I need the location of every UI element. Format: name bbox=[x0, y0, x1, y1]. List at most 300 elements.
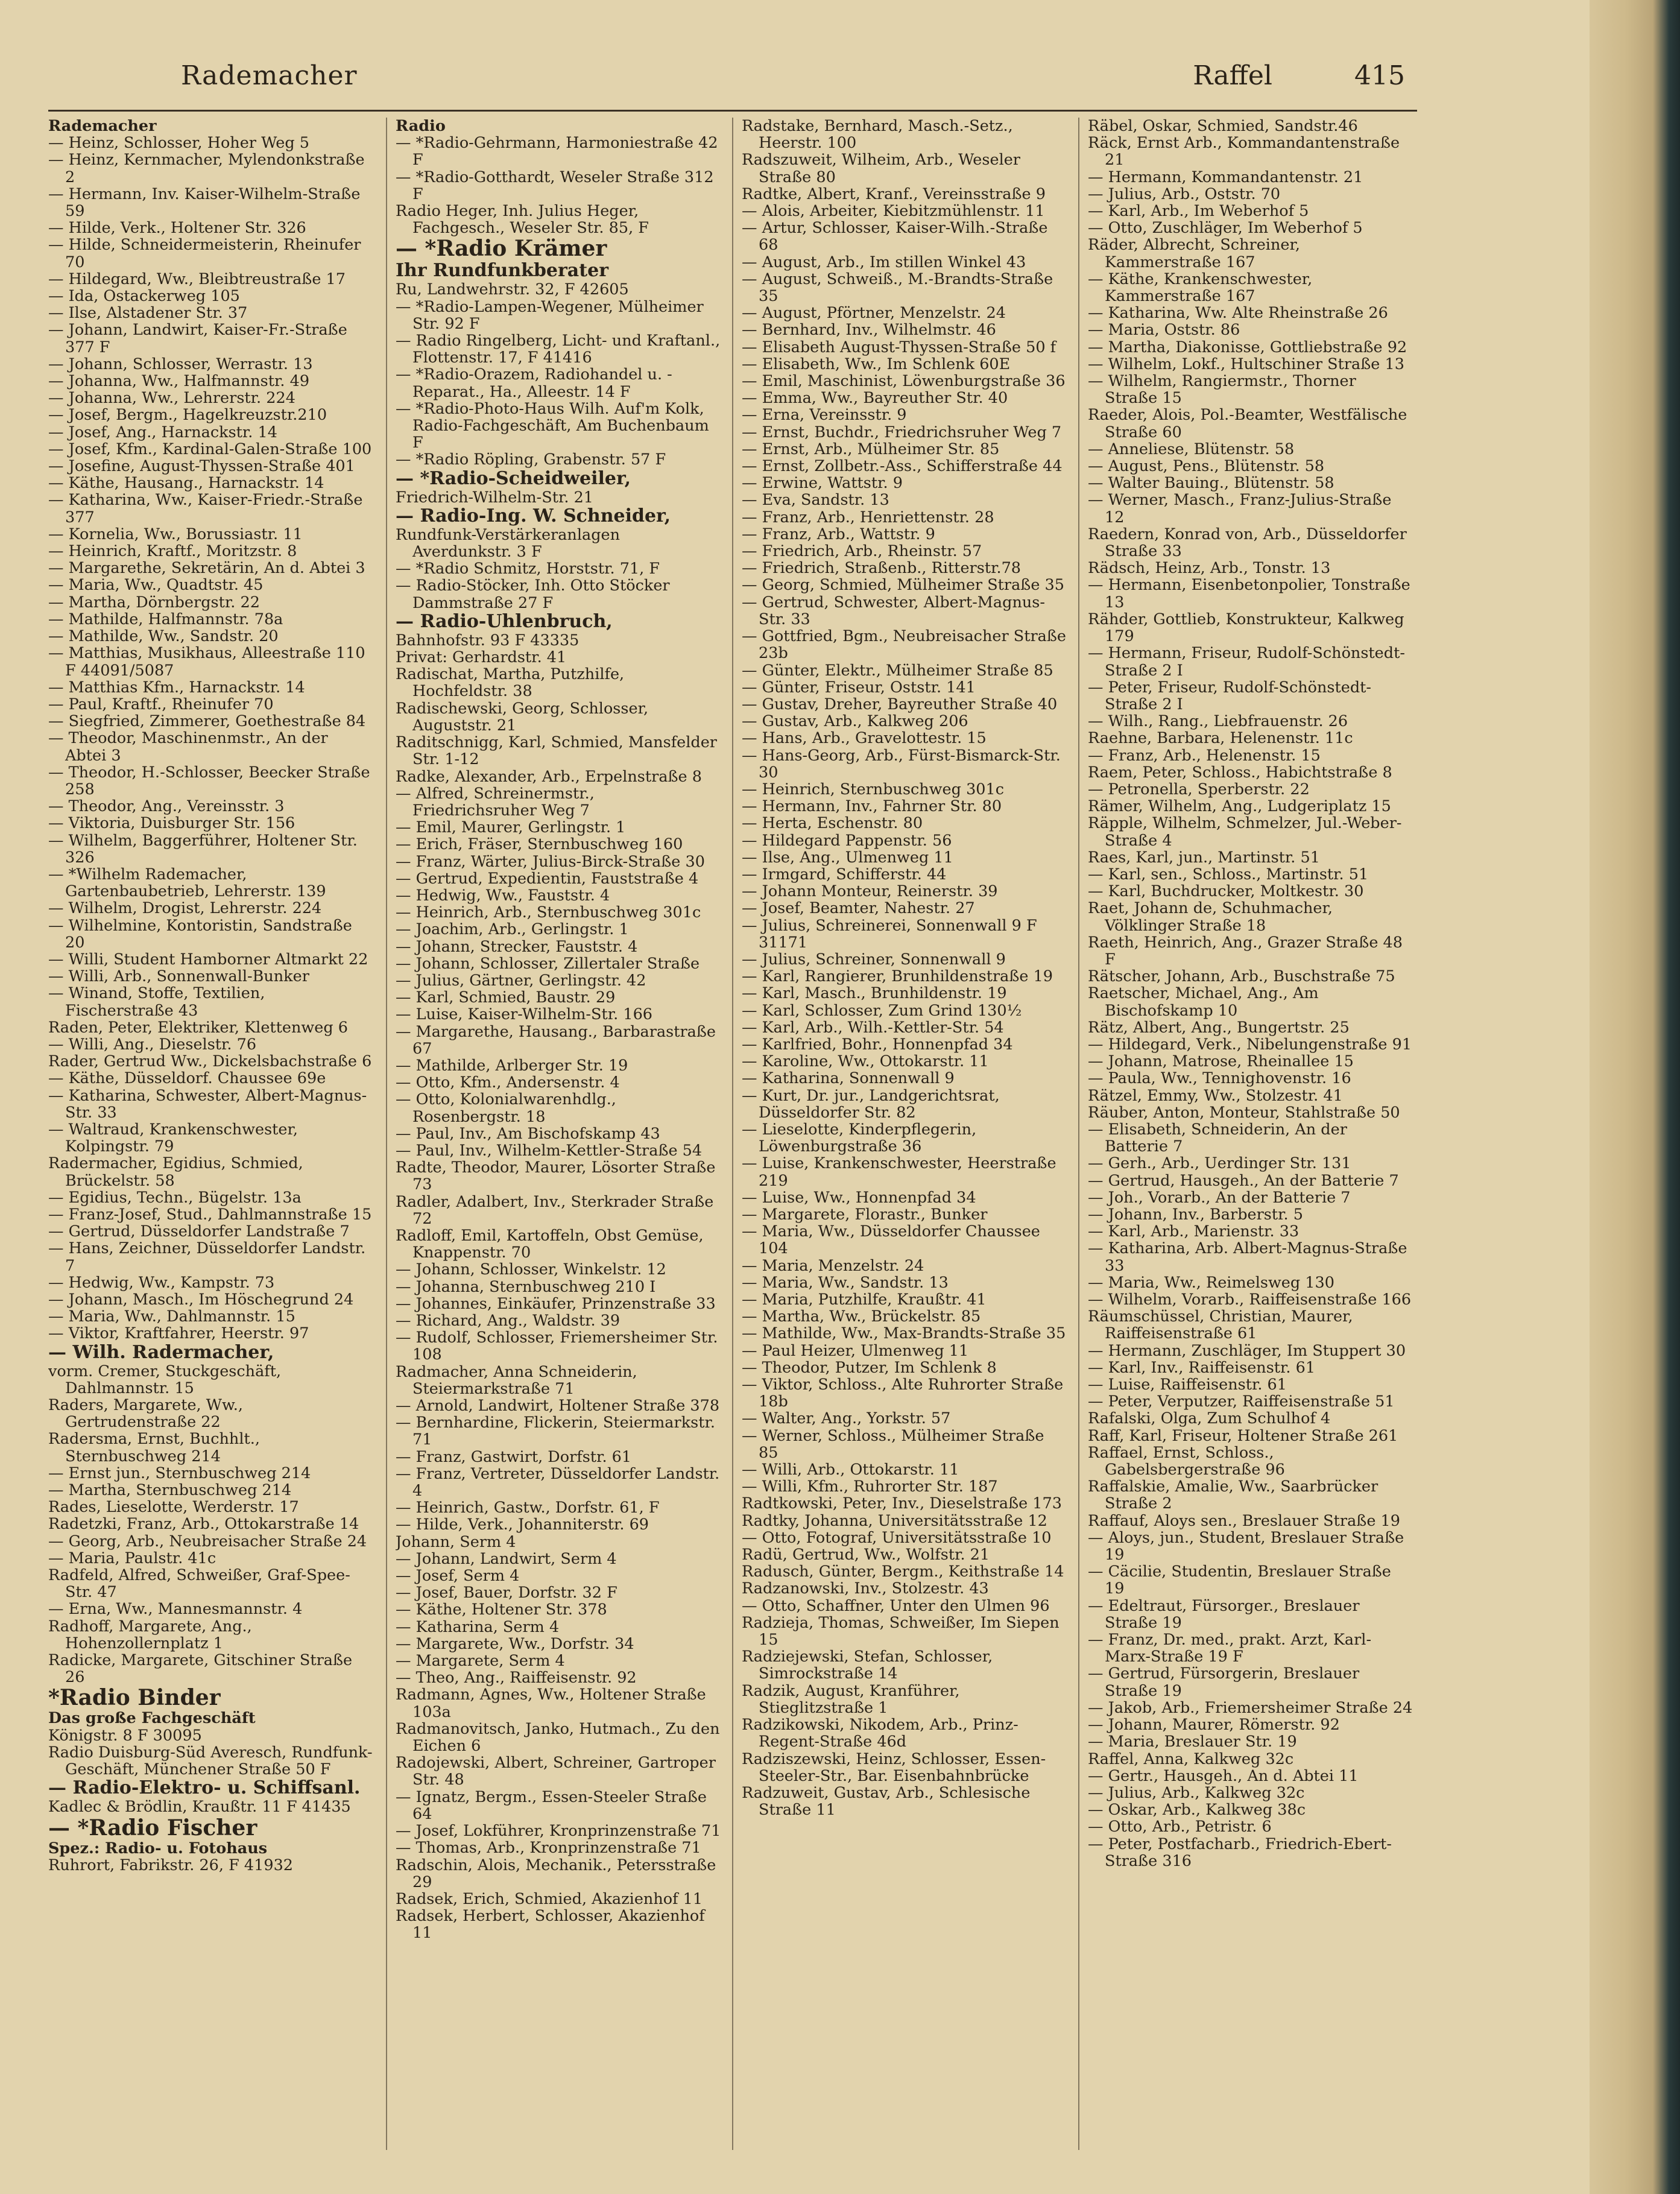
directory-entry: Radtkowski, Peter, Inv., Dieselstraße 173 bbox=[742, 1494, 1062, 1513]
column-divider bbox=[1078, 118, 1079, 2150]
directory-entry: — Willi, Arb., Sonnenwall-Bunker bbox=[48, 967, 309, 986]
directory-entry: — Karl, Masch., Brunhildenstr. 19 bbox=[742, 984, 1007, 1003]
directory-entry: — Erwine, Wattstr. 9 bbox=[742, 474, 903, 493]
directory-entry: — Kornelia, Ww., Borussiastr. 11 bbox=[48, 525, 303, 543]
directory-entry: Rähder, Gottlieb, Konstrukteur, Kalkweg 179 bbox=[1088, 610, 1404, 646]
directory-entry: — Cäcilie, Studentin, Breslauer Straße 19 bbox=[1088, 1563, 1391, 1598]
directory-entry: — Irmgard, Schifferstr. 44 bbox=[742, 865, 947, 884]
directory-entry: Radio Heger, Inh. Julius Heger, Fachgesch., Weseler Str. 85, F bbox=[396, 202, 649, 238]
directory-entry: — Karl, Inv., Raiffeisenstr. 61 bbox=[1088, 1358, 1316, 1377]
directory-entry: Rafalski, Olga, Zum Schulhof 4 bbox=[1088, 1409, 1331, 1428]
directory-entry: — August, Pförtner, Menzelstr. 24 bbox=[742, 304, 1006, 323]
directory-entry: Radmanovitsch, Janko, Hutmach., Zu den Eichen 6 bbox=[396, 1719, 720, 1756]
directory-entry: — Wilhelmine, Kontoristin, Sandstraße 20 bbox=[48, 916, 352, 952]
column-divider bbox=[732, 118, 733, 2150]
directory-entry: Raden, Peter, Elektriker, Klettenweg 6 bbox=[48, 1018, 349, 1037]
directory-entry: — Georg, Schmied, Mülheimer Straße 35 bbox=[742, 576, 1064, 595]
directory-entry: — Katharina, Ww., Kaiser-Friedr.-Straße 377 bbox=[48, 491, 363, 526]
directory-entry: Radersma, Ernst, Buchhlt., Sternbuschweg 214 bbox=[48, 1430, 260, 1465]
directory-entry: — Emma, Ww., Bayreuther Str. 40 bbox=[742, 389, 1008, 408]
directory-entry: Das große Fachgeschäft bbox=[48, 1709, 256, 1728]
directory-entry: — Josef, Ang., Harnackstr. 14 bbox=[48, 423, 277, 441]
directory-entry: — Erich, Fräser, Sternbuschweg 160 bbox=[396, 835, 683, 854]
directory-entry: — Julius, Arb., Kalkweg 32c bbox=[1088, 1783, 1305, 1802]
directory-entry: — Otto, Kfm., Andersenstr. 4 bbox=[396, 1073, 620, 1092]
directory-entry: — Johann, Inv., Barberstr. 5 bbox=[1088, 1206, 1303, 1224]
directory-entry: — Radio-Elektro- u. Schiffsanl. bbox=[48, 1777, 361, 1799]
directory-entry: — Wilh., Rang., Liebfrauenstr. 26 bbox=[1088, 712, 1348, 731]
directory-entry: — Josef, Serm 4 bbox=[396, 1567, 520, 1585]
directory-entry: Radschin, Alois, Mechanik., Petersstraße 29 bbox=[396, 1856, 716, 1891]
directory-entry: — Heinrich, Kraftf., Moritzstr. 8 bbox=[48, 542, 297, 561]
directory-entry: Radio bbox=[396, 118, 446, 135]
directory-entry: Friedrich-Wilhelm-Str. 21 bbox=[396, 488, 594, 507]
directory-entry: Rader, Gertrud Ww., Dickelsbachstraße 6 bbox=[48, 1052, 372, 1071]
directory-entry: — Karl, Arb., Wilh.-Kettler-Str. 54 bbox=[742, 1018, 1004, 1037]
directory-entry: Radsek, Herbert, Schlosser, Akazienhof 11 bbox=[396, 1907, 705, 1943]
directory-entry: — Hermann, Friseur, Rudolf-Schönstedt-Straße 2 I bbox=[1088, 644, 1405, 680]
directory-entry: Radojewski, Albert, Schreiner, Gartroper Str. 48 bbox=[396, 1754, 716, 1789]
directory-entry: Raes, Karl, jun., Martinstr. 51 bbox=[1088, 848, 1320, 867]
directory-entry: — Luise, Kaiser-Wilhelm-Str. 166 bbox=[396, 1005, 653, 1024]
directory-entry: — Egidius, Techn., Bügelstr. 13a bbox=[48, 1188, 302, 1207]
directory-entry: — Walter Bauing., Blütenstr. 58 bbox=[1088, 474, 1334, 493]
directory-entry: Räck, Ernst Arb., Kommandantenstraße 21 bbox=[1088, 134, 1400, 169]
directory-entry: — Emil, Maschinist, Löwenburgstraße 36 bbox=[742, 372, 1066, 391]
directory-entry: Radzik, August, Kranführer, Stieglitzstraße 1 bbox=[742, 1681, 960, 1717]
directory-entry: — Karoline, Ww., Ottokarstr. 11 bbox=[742, 1052, 989, 1071]
directory-entry: — Johann, Strecker, Fauststr. 4 bbox=[396, 937, 638, 956]
directory-entry: — Maria, Ww., Dahlmannstr. 15 bbox=[48, 1307, 295, 1326]
directory-entry: — Paula, Ww., Tennighovenstr. 16 bbox=[1088, 1069, 1351, 1088]
directory-entry: — Josef, Bauer, Dorfstr. 32 F bbox=[396, 1584, 617, 1602]
directory-entry: — Hedwig, Ww., Fauststr. 4 bbox=[396, 886, 610, 905]
directory-entry: *Radio Binder bbox=[48, 1685, 221, 1711]
directory-entry: Raders, Margarete, Ww., Gertrudenstraße 22 bbox=[48, 1396, 243, 1432]
directory-entry: — Hans-Georg, Arb., Fürst-Bismarck-Str. 30 bbox=[742, 746, 1061, 782]
directory-entry: Johann, Serm 4 bbox=[396, 1532, 516, 1551]
directory-entry: — Josef, Lokführer, Kronprinzenstraße 71 bbox=[396, 1822, 721, 1841]
directory-entry: — Johann, Schlosser, Winkelstr. 12 bbox=[396, 1260, 666, 1279]
directory-entry: — Artur, Schlosser, Kaiser-Wilh.-Straße 68 bbox=[742, 219, 1048, 254]
directory-entry: Raedern, Konrad von, Arb., Düsseldorfer Straße 33 bbox=[1088, 525, 1407, 561]
directory-entry: Rätscher, Johann, Arb., Buschstraße 75 bbox=[1088, 967, 1395, 986]
directory-entry: — Richard, Ang., Waldstr. 39 bbox=[396, 1312, 621, 1330]
directory-entry: — Johanna, Ww., Halfmannstr. 49 bbox=[48, 372, 310, 391]
directory-entry: Räder, Albrecht, Schreiner, Kammerstraße 167 bbox=[1088, 236, 1300, 271]
directory-entry: — Wilhelm, Vorarb., Raiffeisenstraße 166 bbox=[1088, 1291, 1412, 1309]
directory-entry: Ihr Rundfunkberater bbox=[396, 260, 608, 282]
directory-entry: — Johann Monteur, Reinerstr. 39 bbox=[742, 882, 998, 901]
directory-entry: Radischat, Martha, Putzhilfe, Hochfeldstr. 38 bbox=[396, 665, 625, 701]
directory-entry: Radermacher, Egidius, Schmied, Brückelstr. 58 bbox=[48, 1154, 303, 1190]
directory-entry: — Käthe, Hausang., Harnackstr. 14 bbox=[48, 474, 324, 493]
directory-entry: — Johann, Landwirt, Kaiser-Fr.-Straße 377 F bbox=[48, 321, 347, 356]
directory-entry: — Alois, Arbeiter, Kiebitzmühlenstr. 11 bbox=[742, 202, 1045, 221]
directory-entry: — Thomas, Arb., Kronprinzenstraße 71 bbox=[396, 1839, 701, 1857]
directory-entry: — Emil, Maurer, Gerlingstr. 1 bbox=[396, 818, 626, 837]
directory-entry: — Alfred, Schreinermstr., Friedrichsruher Weg 7 bbox=[396, 784, 595, 820]
directory-entry: Ruhrort, Fabrikstr. 26, F 41932 bbox=[48, 1856, 294, 1874]
column-1 bbox=[48, 118, 374, 2150]
directory-entry: — August, Arb., Im stillen Winkel 43 bbox=[742, 253, 1026, 271]
directory-entry: Rades, Lieselotte, Werderstr. 17 bbox=[48, 1498, 299, 1517]
column-3 bbox=[742, 118, 1067, 2150]
directory-entry: — Johann, Schlosser, Werrastr. 13 bbox=[48, 355, 313, 373]
directory-entry: Radicke, Margarete, Gitschiner Straße 26 bbox=[48, 1651, 353, 1687]
directory-entry: — *Radio-Scheidweiler, bbox=[396, 467, 631, 489]
directory-entry: — Gustav, Dreher, Bayreuther Straße 40 bbox=[742, 695, 1058, 713]
directory-entry: — Günter, Friseur, Oststr. 141 bbox=[742, 678, 976, 697]
directory-entry: — Viktor, Kraftfahrer, Heerstr. 97 bbox=[48, 1324, 309, 1343]
directory-entry: — Radio-Uhlenbruch, bbox=[396, 610, 613, 632]
page-header bbox=[181, 60, 1417, 103]
directory-entry: Radusch, Günter, Bergm., Keithstraße 14 bbox=[742, 1563, 1064, 1581]
directory-entry: — Maria, Ww., Quadtstr. 45 bbox=[48, 576, 264, 595]
directory-entry: — Hermann, Kommandantenstr. 21 bbox=[1088, 168, 1363, 186]
directory-entry: — Arnold, Landwirt, Holtener Straße 378 bbox=[396, 1397, 720, 1415]
directory-entry: — Josef, Bergm., Hagelkreuzstr.210 bbox=[48, 406, 327, 425]
directory-entry: Königstr. 8 F 30095 bbox=[48, 1726, 202, 1745]
directory-entry: — Viktoria, Duisburger Str. 156 bbox=[48, 814, 295, 833]
directory-entry: — Elisabeth, Ww., Im Schlenk 60E bbox=[742, 355, 1011, 373]
directory-entry: — Hermann, Inv. Kaiser-Wilhelm-Straße 59 bbox=[48, 185, 361, 221]
directory-entry: — Willi, Kfm., Ruhrorter Str. 187 bbox=[742, 1478, 998, 1496]
directory-entry: Raffauf, Aloys sen., Breslauer Straße 19 bbox=[1088, 1511, 1400, 1530]
directory-entry: — Franz, Wärter, Julius-Birck-Straße 30 bbox=[396, 852, 705, 871]
directory-entry: Rämer, Wilhelm, Ang., Ludgeriplatz 15 bbox=[1088, 797, 1391, 816]
directory-entry: Radü, Gertrud, Ww., Wolfstr. 21 bbox=[742, 1546, 990, 1564]
directory-entry: — Martha, Sternbuschweg 214 bbox=[48, 1481, 292, 1500]
directory-entry: Radmann, Agnes, Ww., Holtener Straße 103a bbox=[396, 1686, 706, 1721]
directory-entry: — Viktor, Schloss., Alte Ruhrorter Straße 18b bbox=[742, 1376, 1064, 1411]
directory-entry: — Heinz, Kernmacher, Mylendonkstraße 2 bbox=[48, 151, 365, 186]
directory-entry: — Wilh. Radermacher, bbox=[48, 1341, 274, 1363]
directory-entry: — Katharina, Serm 4 bbox=[396, 1617, 560, 1636]
directory-entry: — Ernst, Buchdr., Friedrichsruher Weg 7 bbox=[742, 423, 1062, 441]
book-edge bbox=[1590, 0, 1680, 2194]
directory-entry: — Margarete, Florastr., Bunker bbox=[742, 1206, 988, 1224]
directory-entry: Radtky, Johanna, Universitätsstraße 12 bbox=[742, 1511, 1047, 1530]
directory-entry: — Peter, Friseur, Rudolf-Schönstedt-Straße 2 I bbox=[1088, 678, 1372, 713]
directory-entry: — Paul, Kraftf., Rheinufer 70 bbox=[48, 695, 274, 713]
directory-entry: Ru, Landwehrstr. 32, F 42605 bbox=[396, 280, 629, 299]
directory-entry: — Johann, Matrose, Rheinallee 15 bbox=[1088, 1052, 1354, 1071]
directory-entry: — Mathilde, Ww., Sandstr. 20 bbox=[48, 627, 279, 646]
directory-entry: Radziszewski, Heinz, Schlosser, Essen-Steeler-Str., Bar. Eisenbahnbrücke bbox=[742, 1750, 1046, 1785]
directory-entry: — Franz, Arb., Wattstr. 9 bbox=[742, 525, 935, 543]
directory-entry: — Gertrud, Hausgeh., An der Batterie 7 bbox=[1088, 1171, 1399, 1190]
directory-entry: — Luise, Raiffeisenstr. 61 bbox=[1088, 1376, 1287, 1394]
directory-entry: — Oskar, Arb., Kalkweg 38c bbox=[1088, 1801, 1306, 1819]
directory-entry: — Werner, Schloss., Mülheimer Straße 85 bbox=[742, 1426, 1044, 1462]
directory-entry: — Maria, Oststr. 86 bbox=[1088, 321, 1240, 340]
directory-entry: — Otto, Arb., Petristr. 6 bbox=[1088, 1818, 1272, 1836]
directory-entry: — Friedrich, Straßenb., Ritterstr.78 bbox=[742, 559, 1022, 578]
directory-entry: — Karl, Arb., Im Weberhof 5 bbox=[1088, 202, 1309, 221]
directory-entry: — Paul, Inv., Am Bischofskamp 43 bbox=[396, 1124, 660, 1143]
directory-entry: — Ilse, Alstadener Str. 37 bbox=[48, 304, 248, 323]
directory-entry: — Karl, Schmied, Baustr. 29 bbox=[396, 988, 616, 1007]
header-rule bbox=[48, 110, 1417, 112]
directory-entry: — Martha, Ww., Brückelstr. 85 bbox=[742, 1307, 981, 1326]
directory-entry: — Mathilde, Ww., Max-Brandts-Straße 35 bbox=[742, 1324, 1066, 1343]
directory-entry: — Werner, Masch., Franz-Julius-Straße 12 bbox=[1088, 491, 1392, 526]
directory-entry: Raehne, Barbara, Helenenstr. 11c bbox=[1088, 729, 1353, 748]
header-right-keyword: Raffel bbox=[1193, 60, 1272, 91]
directory-entry: — *Radio-Orazem, Radiohandel u. -Reparat., Ha., Alleestr. 14 F bbox=[396, 365, 672, 401]
directory-entry: — Maria, Ww., Düsseldorfer Chaussee 104 bbox=[742, 1222, 1040, 1258]
directory-entry: — Otto, Fotograf, Universitätsstraße 10 bbox=[742, 1528, 1052, 1547]
directory-entry: Raffael, Ernst, Schloss., Gabelsbergerstraße 96 bbox=[1088, 1443, 1285, 1479]
directory-entry: Rademacher bbox=[48, 118, 157, 135]
directory-entry: Kadlec & Brödlin, Kraußtr. 11 F 41435 bbox=[48, 1798, 351, 1816]
directory-entry: — Katharina, Arb. Albert-Magnus-Straße 33 bbox=[1088, 1239, 1407, 1275]
directory-entry: — Käthe, Krankenschwester, Kammerstraße 167 bbox=[1088, 270, 1313, 306]
header-left-keyword: Rademacher bbox=[181, 60, 358, 91]
directory-entry: — Luise, Ww., Honnenpfad 34 bbox=[742, 1188, 976, 1207]
directory-entry: — Hermann, Eisenbetonpolier, Tonstraße 13 bbox=[1088, 576, 1410, 612]
directory-entry: — Franz, Vertreter, Düsseldorfer Landstr. 4 bbox=[396, 1464, 720, 1500]
directory-entry: Radke, Alexander, Arb., Erpelnstraße 8 bbox=[396, 767, 702, 786]
directory-entry: Radte, Theodor, Maurer, Lösorter Straße 73 bbox=[396, 1159, 716, 1194]
directory-entry: — *Radio-Lampen-Wegener, Mülheimer Str. 92 F bbox=[396, 297, 704, 333]
directory-entry: Radloff, Emil, Kartoffeln, Obst Gemüse, Knappenstr. 70 bbox=[396, 1226, 704, 1262]
directory-entry: Radszuweit, Wilheim, Arb., Weseler Straße 80 bbox=[742, 151, 1021, 186]
directory-entry: — Margarete, Serm 4 bbox=[396, 1652, 565, 1671]
directory-entry: Raetscher, Michael, Ang., Am Bischofskamp 10 bbox=[1088, 984, 1319, 1020]
directory-entry: Radzikowski, Nikodem, Arb., Prinz-Regent-Straße 46d bbox=[742, 1716, 1018, 1751]
directory-entry: — Siegfried, Zimmerer, Goethestraße 84 bbox=[48, 712, 366, 731]
directory-entry: — Martha, Diakonisse, Gottliebstraße 92 bbox=[1088, 338, 1407, 356]
directory-entry: — Margarethe, Hausang., Barbarastraße 67 bbox=[396, 1022, 716, 1058]
directory-entry: — Ernst jun., Sternbuschweg 214 bbox=[48, 1464, 311, 1482]
directory-entry: — Gertrud, Fürsorgerin, Breslauer Straße 19 bbox=[1088, 1664, 1360, 1700]
directory-entry: — Maria, Ww., Reimelsweg 130 bbox=[1088, 1273, 1334, 1292]
directory-entry: — Mathilde, Arlberger Str. 19 bbox=[396, 1056, 628, 1075]
directory-entry: — Karl, sen., Schloss., Martinstr. 51 bbox=[1088, 865, 1369, 884]
directory-entry: — Rudolf, Schlosser, Friemersheimer Str. 108 bbox=[396, 1329, 718, 1364]
directory-entry: Rundfunk-Verstärkeranlagen Averdunkstr. 3 F bbox=[396, 525, 621, 561]
directory-entry: — Johannes, Einkäufer, Prinzenstraße 33 bbox=[396, 1294, 716, 1313]
directory-entry: — Paul, Inv., Wilhelm-Kettler-Straße 54 bbox=[396, 1141, 703, 1160]
directory-entry: — Otto, Schaffner, Unter den Ulmen 96 bbox=[742, 1596, 1050, 1615]
directory-entry: — Karlfried, Bohr., Honnenpfad 34 bbox=[742, 1035, 1013, 1054]
directory-entry: — Julius, Gärtner, Gerlingstr. 42 bbox=[396, 971, 646, 990]
directory-entry: — *Radio-Photo-Haus Wilh. Auf'm Kolk, Radio-Fachgeschäft, Am Buchenbaum F bbox=[396, 399, 709, 452]
directory-entry: — Hermann, Inv., Fahrner Str. 80 bbox=[742, 797, 1002, 816]
directory-entry: — Julius, Arb., Oststr. 70 bbox=[1088, 185, 1281, 203]
directory-entry: — Erna, Ww., Mannesmannstr. 4 bbox=[48, 1600, 303, 1619]
directory-entry: Radziejewski, Stefan, Schlosser, Simrockstraße 14 bbox=[742, 1648, 993, 1683]
directory-entry: — Heinrich, Arb., Sternbuschweg 301c bbox=[396, 903, 701, 922]
directory-entry: — Hermann, Zuschläger, Im Stuppert 30 bbox=[1088, 1341, 1406, 1360]
directory-entry: — Theodor, Putzer, Im Schlenk 8 bbox=[742, 1358, 997, 1377]
directory-entry: — Maria, Ww., Sandstr. 13 bbox=[742, 1273, 949, 1292]
directory-entry: Raditschnigg, Karl, Schmied, Mansfelder Str. 1-12 bbox=[396, 733, 717, 769]
directory-entry: — Edeltraut, Fürsorger., Breslauer Straße 19 bbox=[1088, 1596, 1360, 1632]
directory-entry: — Katharina, Schwester, Albert-Magnus-Str. 33 bbox=[48, 1086, 367, 1122]
directory-entry: Räbel, Oskar, Schmied, Sandstr.46 bbox=[1088, 118, 1358, 135]
directory-entry: — Margarete, Ww., Dorfstr. 34 bbox=[396, 1634, 634, 1653]
directory-entry: — Ilse, Ang., Ulmenweg 11 bbox=[742, 848, 953, 867]
directory-entry: Radsek, Erich, Schmied, Akazienhof 11 bbox=[396, 1889, 703, 1908]
directory-entry: Radzanowski, Inv., Stolzestr. 43 bbox=[742, 1579, 989, 1598]
directory-entry: — Heinz, Schlosser, Hoher Weg 5 bbox=[48, 134, 309, 153]
directory-entry: Raet, Johann de, Schuhmacher, Völklinger Straße 18 bbox=[1088, 899, 1333, 935]
directory-entry: — Johann, Maurer, Römerstr. 92 bbox=[1088, 1716, 1340, 1734]
directory-entry: — Elisabeth, Schneiderin, An der Batterie 7 bbox=[1088, 1120, 1347, 1156]
directory-entry: — Ernst, Arb., Mülheimer Str. 85 bbox=[742, 440, 1000, 458]
directory-entry: — Wilhelm, Drogist, Lehrerstr. 224 bbox=[48, 899, 322, 918]
directory-entry: — Radio-Stöcker, Inh. Otto Stöcker Dammstraße 27 F bbox=[396, 577, 670, 612]
directory-entry: — Heinrich, Sternbuschweg 301c bbox=[742, 780, 1005, 798]
directory-entry: — Josef, Beamter, Nahestr. 27 bbox=[742, 899, 975, 918]
directory-entry: — Radio-Ing. W. Schneider, bbox=[396, 505, 671, 526]
directory-entry: — Käthe, Holtener Str. 378 bbox=[396, 1601, 607, 1619]
directory-entry: Räpple, Wilhelm, Schmelzer, Jul.-Weber-Straße 4 bbox=[1088, 814, 1402, 850]
directory-entry: — Bernhardine, Flickerin, Steiermarkstr. 71 bbox=[396, 1414, 715, 1449]
directory-entry: — Elisabeth August-Thyssen-Straße 50 f bbox=[742, 338, 1056, 356]
directory-entry: — Walter, Ang., Yorkstr. 57 bbox=[742, 1409, 951, 1428]
directory-entry: Radetzki, Franz, Arb., Ottokarstraße 14 bbox=[48, 1515, 359, 1534]
column-2 bbox=[396, 118, 721, 2150]
directory-entry: — Maria, Putzhilfe, Kraußtr. 41 bbox=[742, 1291, 987, 1309]
directory-entry: — August, Schweiß., M.-Brandts-Straße 35 bbox=[742, 270, 1053, 306]
directory-entry: — Franz, Gastwirt, Dorfstr. 61 bbox=[396, 1447, 632, 1466]
directory-entry: Radstake, Bernhard, Masch.-Setz., Heerstr. 100 bbox=[742, 118, 1013, 153]
directory-entry: — *Radio Krämer bbox=[396, 236, 607, 262]
directory-entry: — Hedwig, Ww., Kampstr. 73 bbox=[48, 1273, 275, 1292]
directory-entry: — Wilhelm, Rangiermstr., Thorner Straße 15 bbox=[1088, 372, 1356, 408]
directory-entry: — Josefine, August-Thyssen-Straße 401 bbox=[48, 457, 355, 476]
page-number: 415 bbox=[1354, 60, 1405, 91]
directory-entry: — Peter, Postfacharb., Friedrich-Ebert-Straße 316 bbox=[1088, 1835, 1392, 1870]
directory-entry: — Paul Heizer, Ulmenweg 11 bbox=[742, 1341, 969, 1360]
directory-entry: — Gertrud, Expedientin, Fauststraße 4 bbox=[396, 869, 699, 888]
directory-entry: — Franz, Dr. med., prakt. Arzt, Karl-Marx-Straße 19 F bbox=[1088, 1631, 1372, 1666]
directory-entry: — Matthias Kfm., Harnackstr. 14 bbox=[48, 678, 305, 697]
directory-entry: — Willi, Student Hamborner Altmarkt 22 bbox=[48, 950, 368, 969]
directory-entry: Raeder, Alois, Pol.-Beamter, Westfälische Straße 60 bbox=[1088, 406, 1407, 441]
directory-entry: — Hilde, Schneidermeisterin, Rheinufer 70 bbox=[48, 236, 361, 271]
directory-entry: Rätzel, Emmy, Ww., Stolzestr. 41 bbox=[1088, 1086, 1343, 1105]
directory-entry: — Gertrud, Schwester, Albert-Magnus-Str. 33 bbox=[742, 593, 1045, 628]
directory-entry: — Willi, Arb., Ottokarstr. 11 bbox=[742, 1461, 959, 1479]
directory-entry: — Peter, Verputzer, Raiffeisenstraße 51 bbox=[1088, 1393, 1395, 1411]
directory-entry: — Mathilde, Halfmannstr. 78a bbox=[48, 610, 283, 628]
directory-entry: Spez.: Radio- u. Fotohaus bbox=[48, 1839, 268, 1857]
directory-entry: — Ida, Ostackerweg 105 bbox=[48, 287, 240, 306]
directory-entry: Privat: Gerhardstr. 41 bbox=[396, 648, 567, 667]
directory-entry: Raffel, Anna, Kalkweg 32c bbox=[1088, 1750, 1294, 1768]
directory-entry: — Petronella, Sperberstr. 22 bbox=[1088, 780, 1310, 798]
directory-entry: Räumschüssel, Christian, Maurer, Raiffeisenstraße 61 bbox=[1088, 1307, 1353, 1343]
directory-entry: — Josef, Kfm., Kardinal-Galen-Straße 100 bbox=[48, 440, 372, 458]
directory-entry: — Hans, Zeichner, Düsseldorfer Landstr. 7 bbox=[48, 1239, 366, 1275]
directory-entry: — Ignatz, Bergm., Essen-Steeler Straße 64 bbox=[396, 1788, 707, 1823]
directory-entry: — Bernhard, Inv., Wilhelmstr. 46 bbox=[742, 321, 996, 340]
directory-entry: — Theodor, Maschinenmstr., An der Abtei 3 bbox=[48, 729, 328, 765]
directory-entry: — Hans, Arb., Gravelottestr. 15 bbox=[742, 729, 987, 748]
directory-entry: — Eva, Sandstr. 13 bbox=[742, 491, 889, 510]
directory-entry: — Franz, Arb., Helenenstr. 15 bbox=[1088, 746, 1321, 765]
directory-entry: Raem, Peter, Schloss., Habichtstraße 8 bbox=[1088, 763, 1392, 782]
directory-entry: Raff, Karl, Friseur, Holtener Straße 261 bbox=[1088, 1426, 1398, 1445]
directory-entry: — Theo, Ang., Raiffeisenstr. 92 bbox=[396, 1669, 637, 1687]
directory-entry: — Herta, Eschenstr. 80 bbox=[742, 814, 923, 833]
directory-entry: Radfeld, Alfred, Schweißer, Graf-Spee-Str. 47 bbox=[48, 1566, 350, 1602]
directory-entry: — Maria, Breslauer Str. 19 bbox=[1088, 1733, 1297, 1751]
directory-entry: — Hildegard, Ww., Bleibtreustraße 17 bbox=[48, 270, 346, 288]
column-4 bbox=[1088, 118, 1413, 2150]
directory-entry: Räuber, Anton, Monteur, Stahlstraße 50 bbox=[1088, 1103, 1400, 1122]
directory-entry: — Karl, Rangierer, Brunhildenstraße 19 bbox=[742, 967, 1053, 986]
directory-entry: — Georg, Arb., Neubreisacher Straße 24 bbox=[48, 1532, 367, 1551]
directory-entry: — Karl, Buchdrucker, Moltkestr. 30 bbox=[1088, 882, 1364, 901]
directory-entry: — Heinrich, Gastw., Dorfstr. 61, F bbox=[396, 1499, 660, 1517]
directory-entry: — Matthias, Musikhaus, Alleestraße 110 F 44091/5087 bbox=[48, 644, 365, 680]
column-divider bbox=[386, 118, 387, 2150]
directory-entry: — Johanna, Ww., Lehrerstr. 224 bbox=[48, 389, 295, 408]
directory-entry: Radhoff, Margarete, Ang., Hohenzollernplatz 1 bbox=[48, 1617, 252, 1652]
directory-entry: Radio Duisburg-Süd Averesch, Rundfunk-Geschäft, Münchener Straße 50 F bbox=[48, 1743, 373, 1779]
directory-entry: — Joh., Vorarb., An der Batterie 7 bbox=[1088, 1188, 1351, 1207]
directory-entry: — Kurt, Dr. jur., Landgerichtsrat, Düsseldorfer Str. 82 bbox=[742, 1086, 1000, 1122]
directory-entry: — Franz-Josef, Stud., Dahlmannstraße 15 bbox=[48, 1206, 372, 1224]
directory-entry: — Otto, Kolonialwarenhdlg., Rosenbergstr. 18 bbox=[396, 1090, 616, 1126]
directory-entry: — *Radio Röpling, Grabenstr. 57 F bbox=[396, 450, 666, 469]
directory-entry: — Theodor, Ang., Vereinsstr. 3 bbox=[48, 797, 285, 816]
directory-entry: — Jakob, Arb., Friemersheimer Straße 24 bbox=[1088, 1698, 1413, 1717]
directory-entry: — Gustav, Arb., Kalkweg 206 bbox=[742, 712, 968, 731]
directory-entry: — Aloys, jun., Student, Breslauer Straße 19 bbox=[1088, 1528, 1404, 1564]
directory-entry: — Friedrich, Arb., Rheinstr. 57 bbox=[742, 542, 982, 561]
directory-entry: vorm. Cremer, Stuckgeschäft, Dahlmannstr. 15 bbox=[48, 1362, 282, 1397]
directory-entry: — *Wilhelm Rademacher, Gartenbaubetrieb, Lehrerstr. 139 bbox=[48, 865, 326, 901]
directory-entry: Raeth, Heinrich, Ang., Grazer Straße 48 F bbox=[1088, 933, 1403, 969]
directory-entry: — *Radio Schmitz, Horststr. 71, F bbox=[396, 560, 660, 578]
directory-entry: — Anneliese, Blütenstr. 58 bbox=[1088, 440, 1295, 458]
directory-entry: — Winand, Stoffe, Textilien, Fischerstraße 43 bbox=[48, 984, 265, 1020]
directory-entry: — Gerh., Arb., Uerdinger Str. 131 bbox=[1088, 1154, 1351, 1173]
directory-entry: — Franz, Arb., Henriettenstr. 28 bbox=[742, 508, 994, 526]
directory-entry: Radzieja, Thomas, Schweißer, Im Siepen 15 bbox=[742, 1613, 1059, 1649]
directory-entry: Rädsch, Heinz, Arb., Tonstr. 13 bbox=[1088, 559, 1331, 578]
directory-entry: — Wilhelm, Baggerführer, Holtener Str. 326 bbox=[48, 831, 358, 867]
directory-entry: — Gottfried, Bgm., Neubreisacher Straße 23b bbox=[742, 627, 1066, 663]
directory-entry: Rätz, Albert, Ang., Bungertstr. 25 bbox=[1088, 1018, 1350, 1037]
directory-entry: — Hilde, Verk., Johanniterstr. 69 bbox=[396, 1516, 649, 1534]
directory-entry: — Johanna, Sternbuschweg 210 I bbox=[396, 1277, 656, 1296]
directory-entry: — Theodor, H.-Schlosser, Beecker Straße 258 bbox=[48, 763, 370, 798]
directory-entry: — Julius, Schreiner, Sonnenwall 9 bbox=[742, 950, 1006, 969]
directory-entry: — Gertr., Hausgeh., An d. Abtei 11 bbox=[1088, 1766, 1359, 1785]
directory-entry: Radmacher, Anna Schneiderin, Steiermarkstraße 71 bbox=[396, 1362, 637, 1398]
directory-entry: Radler, Adalbert, Inv., Sterkrader Straße 72 bbox=[396, 1192, 714, 1228]
directory-entry: — Lieselotte, Kinderpflegerin, Löwenburgstraße 36 bbox=[742, 1120, 977, 1156]
directory-entry: — Julius, Schreinerei, Sonnenwall 9 F 31171 bbox=[742, 916, 1037, 952]
directory-entry: — Ernst, Zollbetr.-Ass., Schifferstraße 44 bbox=[742, 457, 1063, 476]
directory-entry: — Willi, Ang., Dieselstr. 76 bbox=[48, 1035, 257, 1054]
directory-entry: — Hildegard, Verk., Nibelungenstraße 91 bbox=[1088, 1035, 1412, 1054]
directory-entry: Radischewski, Georg, Schlosser, Auguststr. 21 bbox=[396, 699, 649, 735]
directory-entry: — Hildegard Pappenstr. 56 bbox=[742, 831, 952, 850]
directory-entry: — Margarethe, Sekretärin, An d. Abtei 3 bbox=[48, 559, 365, 578]
directory-entry: — Wilhelm, Lokf., Hultschiner Straße 13 bbox=[1088, 355, 1404, 373]
directory-entry: — Karl, Schlosser, Zum Grind 130½ bbox=[742, 1001, 1022, 1020]
directory-entry: — *Radio Fischer bbox=[48, 1815, 257, 1841]
